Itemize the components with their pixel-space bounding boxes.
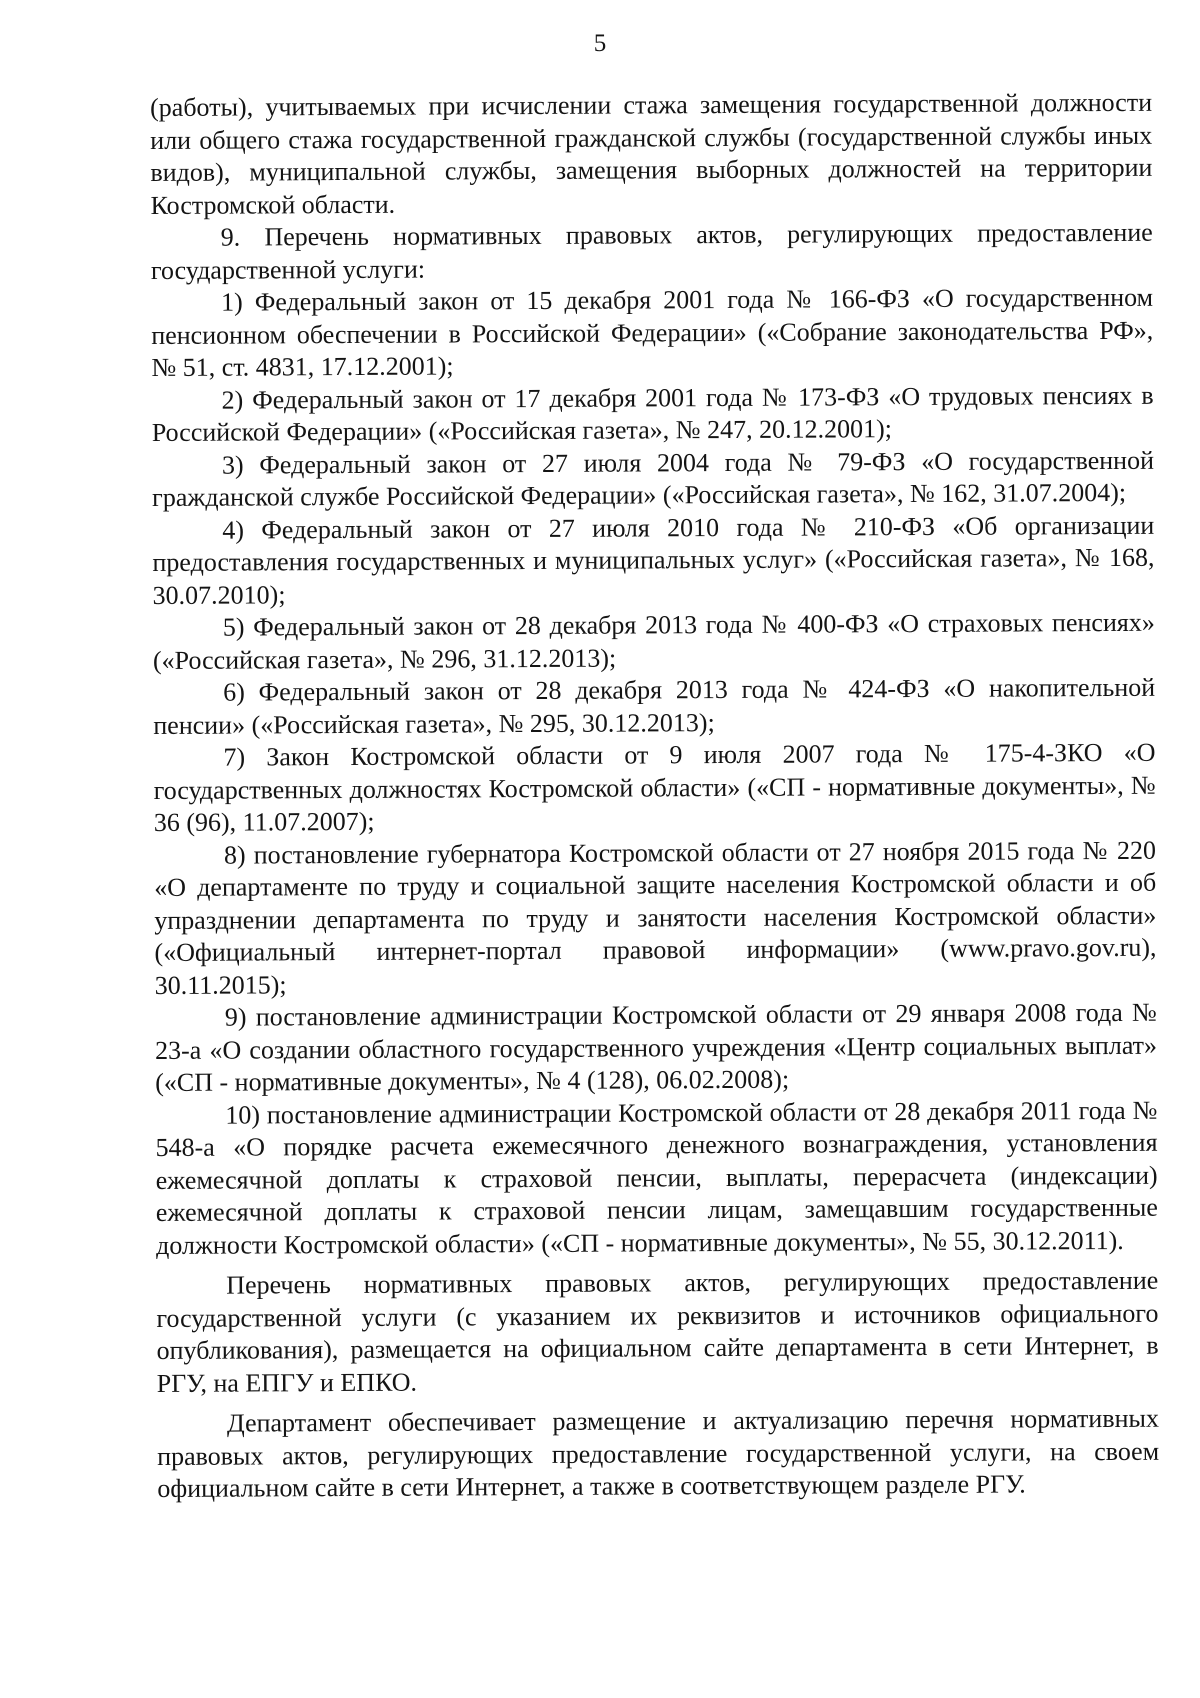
list-item-governor-decree-220: 8) постановление губернатора Костромской области от 27 ноября 2015 года № 220 «О департаменте по труду и социальной защите населения Костромской области и об упразднении департамента по труду и занятости населения Костромской области» («Официальный интернет-портал правовой информации» (www.pravo.gov.ru), 30.11.2015); — [154, 835, 1157, 1000]
list-item-law-175-4-zko: 7) Закон Костромской области от 9 июля 2007 года № 175-4-ЗКО «О государственных должностях Костромской области» («СП - нормативные документы», № 36 (96), 11.07.2007); — [153, 737, 1156, 837]
paragraph-item-9-heading: 9. Перечень нормативных правовых актов, регулирующих предоставление государственной услуги: — [150, 217, 1153, 285]
list-item-law-79-fz: 3) Федеральный закон от 27 июля 2004 года № 79-ФЗ «О государственной гражданской службе Российской Федерации» («Российская газета», № 162, 31.07.2004); — [152, 445, 1155, 512]
paragraph-department-duty: Департамент обеспечивает размещение и актуализацию перечня нормативных правовых актов, регулирующих предоставление государственной услуги, на своем официальном сайте в сети Интернет, а также в соответствующем разделе РГУ. — [157, 1403, 1160, 1503]
list-item-law-173-fz: 2) Федеральный закон от 17 декабря 2001 года № 173-ФЗ «О трудовых пенсиях в Российской Федерации» («Российская газета», № 247, 20.12.2001); — [151, 380, 1154, 447]
list-item-law-166-fz: 1) Федеральный закон от 15 декабря 2001 года № 166-ФЗ «О государственном пенсионном обеспечении в Российской Федерации» («Собрание законодательства РФ», № 51, ст. 4831, 17.12.2001); — [151, 282, 1154, 382]
list-item-admin-decree-23-a: 9) постановление администрации Костромской области от 29 января 2008 года № 23-а «О создании областного государственного учреждения «Центр социальных выплат» («СП - нормативные документы», № 4 (128), 06.02.2008); — [154, 997, 1158, 1097]
paragraph-list-publication: Перечень нормативных правовых актов, регулирующих предоставление государственной услуги (с указанием их реквизитов и источников официального опубликования), размещается на официальном сайте департамента в сети Интернет, в РГУ, на ЕПГУ и ЕПКО. — [156, 1265, 1159, 1398]
document-body — [150, 87, 1159, 1506]
page-number: 5 — [593, 30, 607, 57]
list-item-law-400-fz: 5) Федеральный закон от 28 декабря 2013 года № 400-ФЗ «О страховых пенсиях» («Российская газета», № 296, 31.12.2013); — [152, 607, 1155, 675]
list-item-law-424-fz: 6) Федеральный закон от 28 декабря 2013 года № 424-ФЗ «О накопительной пенсии» («Российская газета», № 295, 30.12.2013); — [153, 672, 1156, 740]
list-item-admin-decree-548-a: 10) постановление администрации Костромской области от 28 декабря 2011 года № 548-а «О порядке расчета ежемесячного денежного вознаграждения, установления ежемесячной доплаты к страховой пенсии, выплаты, перерасчета (индексации) ежемесячной доплаты к страховой пенсии лицам, замещавшим государственные должности Костромской области» («СП - нормативные документы», № 55, 30.12.2011). — [155, 1095, 1158, 1260]
paragraph-work-period-continuation: (работы), учитываемых при исчислении стажа замещения государственной должности или общего стажа государственной гражданской службы (государственной службы иных видов), муниципальной службы, замещения выборных должностей на территории Костромской области. — [150, 87, 1153, 220]
list-item-law-210-fz: 4) Федеральный закон от 27 июля 2010 года № 210-ФЗ «Об организации предоставления государственных и муниципальных услуг» («Российская газета», № 168, 30.07.2010); — [152, 510, 1155, 610]
